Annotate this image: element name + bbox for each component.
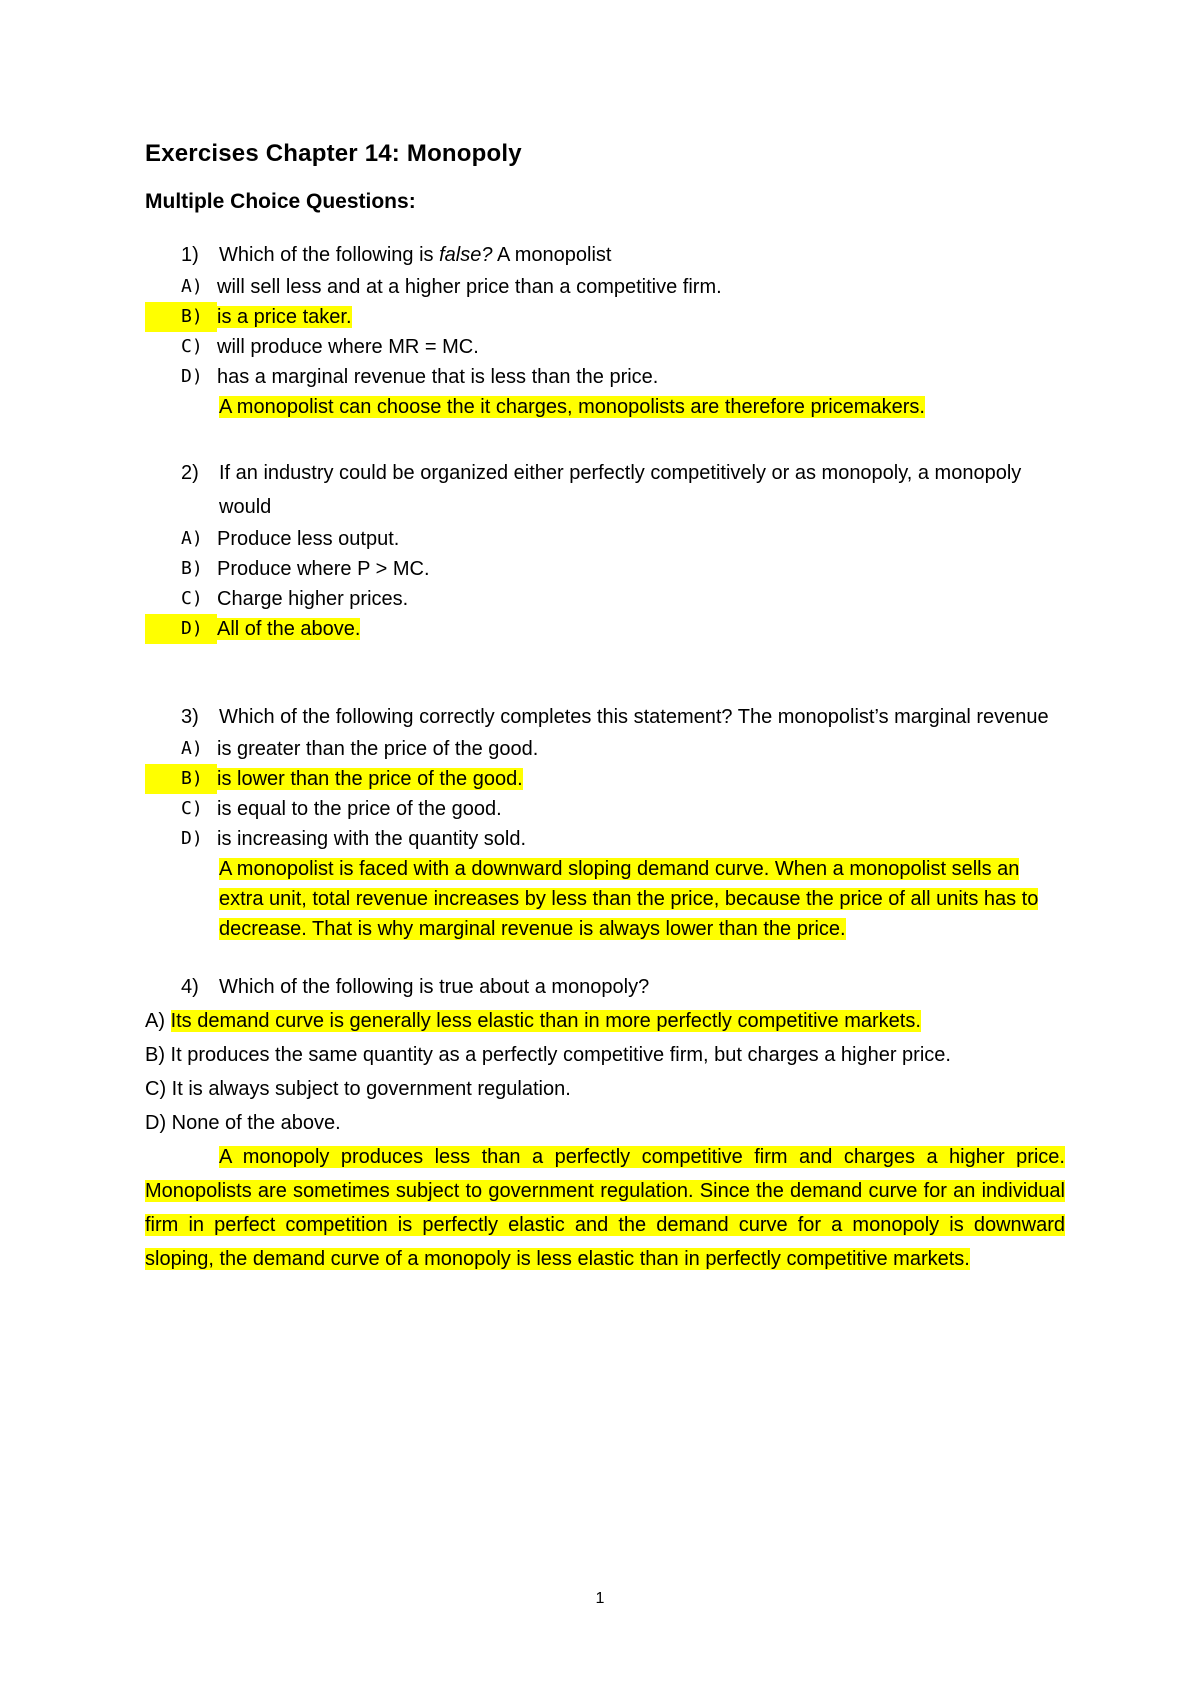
question-1-text-b: A monopolist [492,244,612,266]
question-2-option-c: C) Charge higher prices. [181,588,409,610]
question-number: 4) [181,976,199,998]
question-4-option-c: C) It is always subject to government regulation. [145,1078,571,1100]
question-4-option-d: D) None of the above. [145,1112,341,1134]
question-2-stem: 2) If an industry could be organized either perfectly competitively or as monopoly, a monopoly would [145,456,1065,524]
question-1-stem [145,238,1065,272]
question-1-option-d: D) has a marginal revenue that is less than the price. [181,366,659,388]
question-1-option-c: C) will produce where MR = MC. [181,336,479,358]
question-number: 3) [181,706,199,728]
correct-answer: All of the above. [217,618,361,640]
question-1-option-b: B) is a price taker. [145,302,1065,332]
question-3-option-c: C) is equal to the price of the good. [181,798,502,820]
question-2-option-b: B) Produce where P > MC. [181,558,430,580]
question-3-explanation: A monopolist is faced with a downward sloping demand curve. When a monopolist sells an extra unit, total revenue increases by less than the price, because the price of all units has to decrease. That is why marginal revenue is always lower than the price. [219,858,1039,940]
question-4-explanation: A monopoly produces less than a perfectly competitive firm and charges a higher price. Monopolists are sometimes subject to government regulation. Since the demand curve for an individual firm in perfect competition is perfectly elastic and the demand curve for a monopoly is downward sloping, the demand curve of a monopoly is less elastic than in perfectly competitive markets. [145,1146,1065,1270]
question-2-option-a: A) Produce less output. [181,528,400,550]
page-number: 1 [595,1590,605,1607]
question-1-explanation: A monopolist can choose the it charges, monopolists are therefore pricemakers. [219,396,925,418]
correct-answer: is lower than the price of the good. [217,768,523,790]
document-title: Exercises Chapter 14: Monopoly [145,140,522,167]
question-4-stem: 4) Which of the following is true about a monopoly? [145,970,1065,1004]
question-2-option-d: D) All of the above. [145,614,1065,644]
question-number: 1) [181,244,199,266]
question-1-emphasis: false? [439,244,493,266]
correct-answer: Its demand curve is generally less elastic than in more perfectly competitive markets. [170,1010,921,1032]
correct-answer: is a price taker. [217,306,352,328]
question-4-option-b: B) It produces the same quantity as a perfectly competitive firm, but charges a higher price. [145,1044,951,1066]
document-page [145,140,1065,1276]
question-3-stem: 3) Which of the following correctly completes this statement? The monopolist’s marginal revenue [145,700,1065,734]
section-subtitle: Multiple Choice Questions: [145,190,416,213]
question-number: 2) [181,462,199,484]
question-1-text-a: Which of the following is [219,244,440,266]
question-1-option-a: A) will sell less and at a higher price than a competitive firm. [181,276,722,298]
question-3-option-a: A) is greater than the price of the good. [181,738,539,760]
question-3-option-b: B) is lower than the price of the good. [145,764,1065,794]
question-3-option-d: D) is increasing with the quantity sold. [181,828,527,850]
question-4-option-a: A) Its demand curve is generally less elastic than in more perfectly competitive markets. [145,1010,921,1032]
